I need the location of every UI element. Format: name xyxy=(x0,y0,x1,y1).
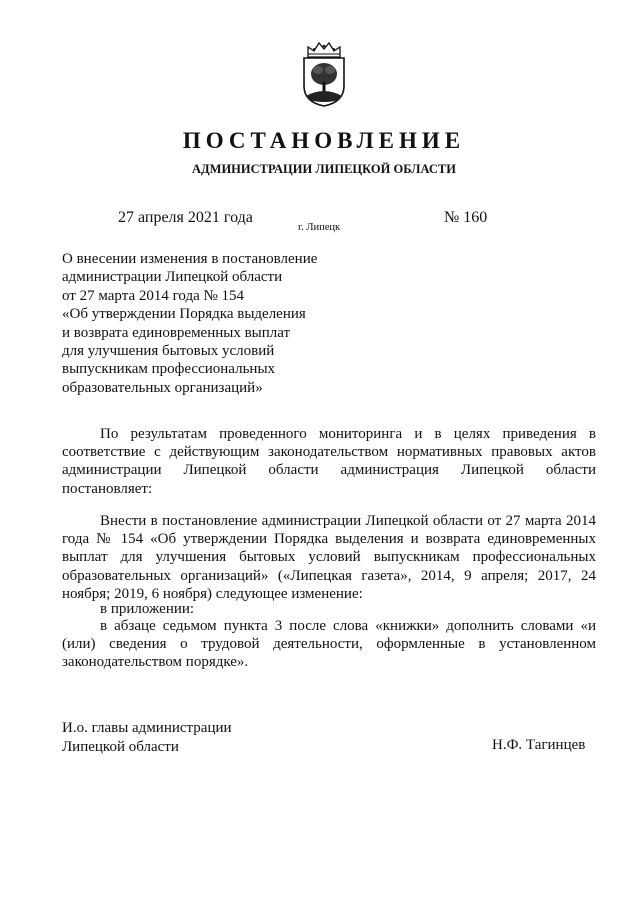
appendix-paragraph: в приложении: xyxy=(100,601,195,617)
subject-line: выпускникам профессиональных xyxy=(62,361,276,378)
coat-of-arms-icon xyxy=(299,40,349,108)
signatory-position-line: Липецкой области xyxy=(62,738,179,755)
subject-line: О внесении изменения в постановление xyxy=(62,251,318,267)
subject-line: «Об утверждении Порядка выделения xyxy=(62,306,306,323)
document-date: 27 апреля 2021 года xyxy=(118,209,253,226)
document-issuer: АДМИНИСТРАЦИИ ЛИПЕЦКОЙ ОБЛАСТИ xyxy=(192,162,456,176)
signatory-position xyxy=(62,719,232,756)
decision-paragraph: Внести в постановление администрации Липецкой области от 27 марта 2014 года № 154 «Об утверждении Порядка выделения и возврата единовременных выплат для улучшения бытовых условий выпускникам профессиональных образовательных организаций» («Липецкая газета», 2014, 9 апреля; 2017, 24 ноября; 2019, 6 ноября) следующее изменение: xyxy=(62,513,596,602)
document-title: ПОСТАНОВЛЕНИЕ xyxy=(182,128,466,153)
subject-line: администрации Липецкой области xyxy=(62,269,283,286)
subject-line: от 27 марта 2014 года № 154 xyxy=(62,287,245,304)
subject-line: и возврата единовременных выплат xyxy=(62,324,291,341)
document-subject xyxy=(62,250,362,397)
subject-line: образовательных организаций» xyxy=(62,379,263,396)
document-place: г. Липецк xyxy=(298,222,341,233)
preamble-paragraph: По результатам проведенного мониторинга и в целях приведения в соответствие с действующим законодательством нормативных правовых актов администрации Липецкой области администрация Липецкой области постановляет: xyxy=(62,426,596,497)
document-number: № 160 xyxy=(444,209,488,226)
signatory-name: Н.Ф. Тагинцев xyxy=(492,737,586,753)
amendment-paragraph: в абзаце седьмом пункта 3 после слова «книжки» дополнить словами «и (или) сведения о трудовой деятельности, оформленные в установленном законодательством порядке». xyxy=(62,618,596,671)
signatory-position-line: И.о. главы администрации xyxy=(62,720,232,736)
subject-line: для улучшения бытовых условий xyxy=(62,343,275,360)
